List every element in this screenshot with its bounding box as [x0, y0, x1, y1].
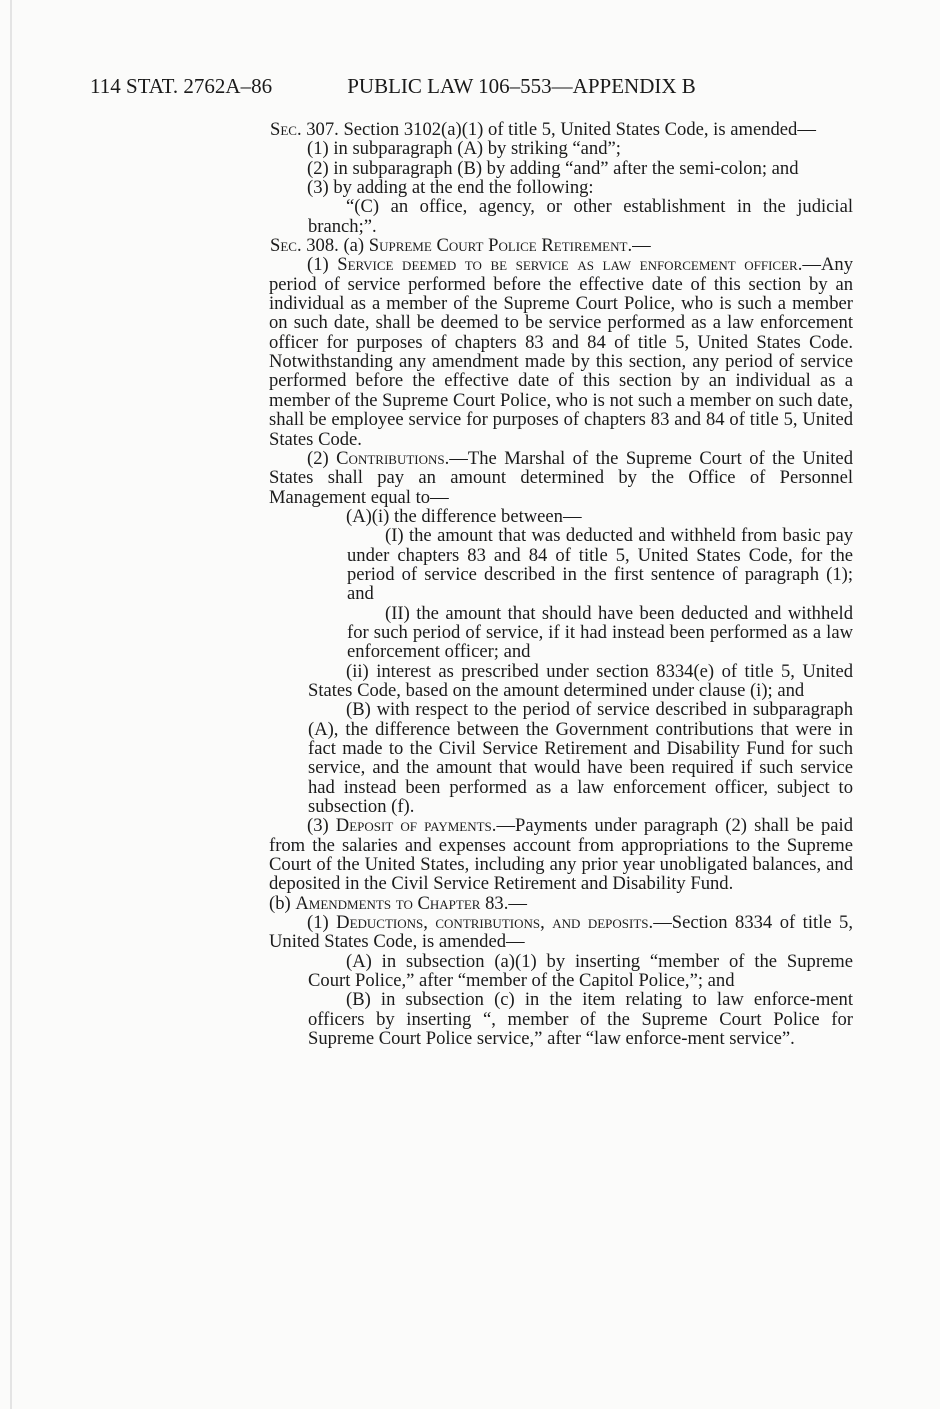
subparagraph-b: (B) with respect to the period of service described in subparagraph (A), the difference between the Government contributions that were in fact made to the Civil Service Retirement and Disability Fund for such service, and the amount that would have been required if such service had instead been performed as a law enforcement officer, subject to subsection (f). [308, 699, 853, 818]
sec307-label: Sec. [270, 119, 302, 140]
subsection-b-paragraph-1-heading: (1) Deductions, contributions, and deposits. [307, 912, 654, 934]
clause-a-i: (A)(i) the difference between— [346, 505, 582, 527]
paragraph-1: (1) Service deemed to be service as law enforcement officer.—Any period of service performed before the effective date of this section by an individual as a member of the Supreme Court Police, who is such a member on such date, shall be deemed to be service performed as a law enforcement officer for purposes of chapters 83 and 84 of title 5, United States Code. Notwithstanding any amendment made by this section, any period of service performed before the effective date of this section by an individual as a member of the Supreme Court Police, who is not such a member on such date, shall be employee service for purposes of chapters 83 and 84 of title 5, United States Code. [269, 254, 853, 450]
paragraph-3-heading: (3) Deposit of payments. [307, 815, 497, 837]
subsection-b-item-a: (A) in subsection (a)(1) by inserting “member of the Supreme Court Police,” after “member of the Capitol Police,”; and [308, 950, 853, 992]
sec307-item-1: (1) in subparagraph (A) by striking “and”; [307, 138, 621, 160]
subsection-b-heading: (b) Amendments to Chapter 83.— [269, 892, 527, 914]
subsection-b-item-b: (B) in subsection (c) in the item relating to law enforce-ment officers by inserting “, member of the Supreme Court Police for Supreme Court Police service,” after “law enforce-ment service”. [308, 989, 853, 1050]
sec307-item-3: (3) by adding at the end the following: [307, 177, 594, 199]
subclause-I: (I) the amount that was deducted and withheld from basic pay under chapters 83 and 84 of title 5, United States Code, for the period of service described in the first sentence of paragraph (1); and [347, 525, 853, 605]
subsection-b-paragraph-1: (1) Deductions, contributions, and deposits.—Section 8334 of title 5, United States Code, is amended— [269, 912, 853, 953]
sec307-quote: “(C) an office, agency, or other establishment in the judicial branch;”. [308, 196, 853, 237]
page-header [90, 74, 890, 99]
sec307-intro: Sec. 307. Section 3102(a)(1) of title 5, United States Code, is amended— [270, 119, 816, 140]
document-body [0, 120, 940, 1049]
stat-citation: 114 STAT. 2762A–86 [90, 74, 273, 98]
subclause-II: (II) the amount that should have been deducted and withheld for such period of service, if it had instead been performed as a law enforcement officer; and [347, 602, 853, 663]
law-title: PUBLIC LAW 106–553—APPENDIX B [347, 74, 696, 98]
paragraph-2-heading: (2) Contributions. [307, 447, 450, 469]
paragraph-2: (2) Contributions.—The Marshal of the Supreme Court of the United States shall pay an amount determined by the Office of Personnel Management equal to— [269, 447, 853, 508]
sec307-item-2: (2) in subparagraph (B) by adding “and” after the semi-colon; and [307, 157, 799, 179]
paragraph-3: (3) Deposit of payments.—Payments under paragraph (2) shall be paid from the salaries and expenses account from appropriations to the Supreme Court of the United States, including any prior year unobligated balances, and deposited in the Civil Service Retirement and Disability Fund. [269, 815, 853, 895]
subsection-a-heading: Supreme Court Police Retirement [368, 235, 628, 257]
clause-ii: (ii) interest as prescribed under section 8334(e) of title 5, United States Code, based on the amount determined under clause (i); and [308, 660, 853, 701]
paragraph-1-heading: (1) Service deemed to be service as law enforcement officer. [307, 254, 803, 276]
sec308-label: Sec. [270, 235, 302, 257]
sec308-heading: Sec. 308. (a) Supreme Court Police Retirement.— [270, 235, 651, 257]
